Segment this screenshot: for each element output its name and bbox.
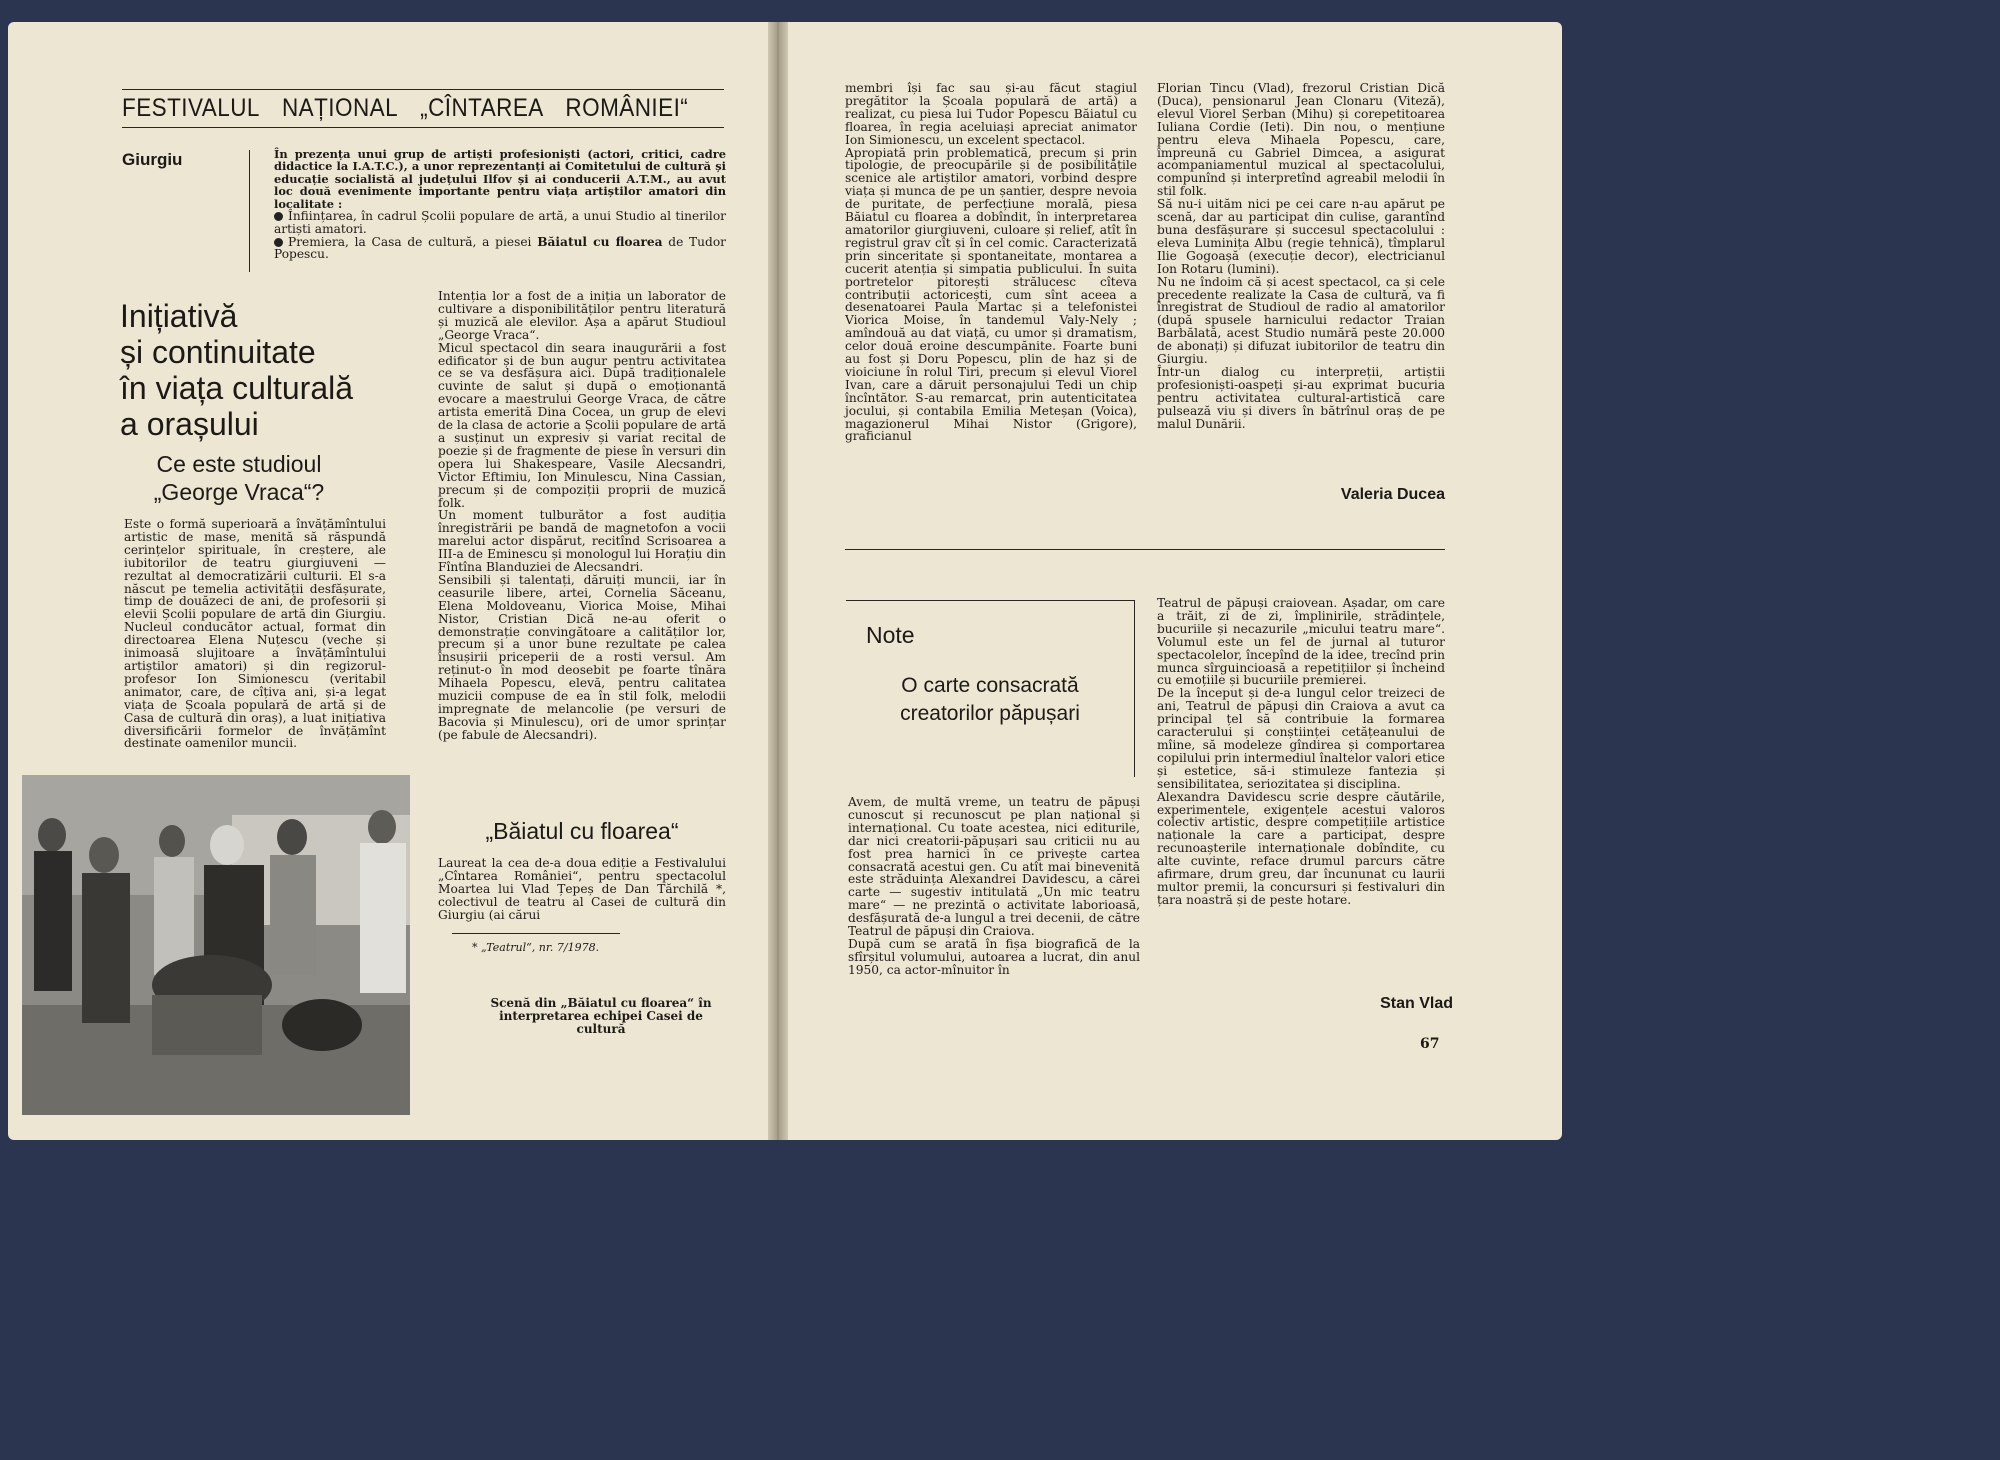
section-location: Giurgiu (122, 150, 183, 169)
intro-bullet-2-title: Băiatul cu floarea (537, 234, 663, 249)
note-column-1: Avem, de multă vreme, un teatru de păpuși cunoscut și recunoscut pe plan național și internațional. Cu toate acestea, nici editurile, dar nici creatorii-păpușari sau criticii nu au fost prea harnici în ce privește cartea consacrată acestui gen. Cu atît mai binevenită este străduința Alexandrei Davidescu, a cărei carte — sugestiv intitulată „Un mic teatru mare“ — ne prezintă o activitate laborioasă, desfășurată de-a lungul a trei decenii, de către Teatrul de păpuși din Craiova. După cum se arată în fișa biografică de la sfîrșitul volumului, autoarea a lucrat, din anul 1950, ca actor-mînuitor în (848, 795, 1140, 977)
article-column-left: Este o formă superioară a învățămîntului artistic de mase, menită să răspundă cerințelor spirituale, în creștere, ale iubitorilor de teatru giurgiuveni — rezultat al democratizării culturii. El s-a născut pe temelia activității desfășurate, timp de douăzeci de ani, de profesorii și elevii Școlii populare de artă din Giurgiu. Nucleul conducător actual, format din directoarea Elena Nuțescu (veche și inimoasă slujitoare a învățămîntului artiștilor amatori) și din regizorul-profesor Ion Simionescu (veritabil animator, care, de cîțiva ani, și-a legat viața de Școala populară de artă și de Casa de cultură din oraș), a luat inițiativa diversificării formelor de învățămînt destinate oamenilor muncii. (124, 517, 386, 751)
stage-photo (22, 775, 410, 1115)
article-column-right-1: membri își fac sau și-au făcut stagiul pregătitor la Școala populară de artă) a realizat, cu piesa lui Tudor Popescu Băiatul cu floarea, în regia aceluiași apreciat animator Ion Simionescu, un excelent spectacol. Apropiată prin problematică, precum și prin tipologie, de preocupările și de posibilitățile scenice ale artiștilor amatori, vorbind despre viața și munca de pe un șantier, despre nevoia de puritate, de perfecțiune morală, piesa Băiatul cu floarea a dobîndit, în interpretarea amatorilor giurgiuveni, culoare și relief, atît în registrul grav cît și în cel comic. Caracterizată prin sinceritate și spontaneitate, montarea a cucerit atenția și simpatia publicului. În suita portretelor pitorești strălucesc cîteva contribuții actoricești, cum sînt aceea a desenatoarei Paula Martac și a telefonistei Viorica Moise, în tandemul Valy-Nely ; amîndouă au dat viață, cu umor și dramatism, celor două eroine descumpănite. Foarte buni au fost și Doru Popescu, plin de haz și de vioiciune în rolul Tiri, precum și elevul Viorel Ivan, care a dăruit personajului Tedi un chip încîntător. S-au remarcat, prin autenticitatea jocului, și contabila Emilia Meteșan (Voica), magazionerul Mihai Nistor (Grigore), graficianul (845, 81, 1137, 444)
author-signature: Valeria Ducea (1340, 486, 1445, 503)
bullet-dot (274, 212, 283, 221)
intro-bullet-1-text: Înființarea, în cadrul Școlii populare de artă, a unui Studio al tinerilor artiști amatori. (274, 209, 726, 236)
intro-block (274, 148, 726, 261)
subheadline-play: „Băiatul cu floarea“ (485, 818, 679, 844)
intro-bullet-2 (274, 236, 726, 262)
footnote-rule (452, 933, 620, 934)
binding-gutter (768, 22, 788, 1140)
title-bottom-rule (122, 127, 724, 128)
note-column-2: Teatrul de păpuși craiovean. Așadar, om care a trăit, zi de zi, împlinirile, strădințele, bucuriile și necazurile „micului teatru mare“. Volumul este un fel de jurnal al tuturor spectacolelor, începînd de la idee, trecînd prin munca sîrguincioasă a repetițiilor și încheind cu emoțiile și bucuriile premierei. De la început și de-a lungul celor treizeci de ani, Teatrul de păpuși din Craiova a avut ca principal țel să contribuie la formarea caracterului și conștiinței cetățeanului de mîine, să modeleze gîndirea și comportarea copilului prin intermediul înaltelor valori etice și estetice, să-i stimuleze fantezia și sensibilitatea, seriozitatea și disciplina. Alexandra Davidescu scrie despre căutările, experimentele, exigențele acestui valoros colectiv artistic, despre competițiile artistice naționale la care a participat, despre recunoașterile internaționale dobîndite, cu alte cuvinte, reface drumul parcurs către afirmare, drum greu, dar încununat cu laurii multor premii, la concursuri și festivaluri din țara noastră și de peste hotare. (1157, 596, 1445, 907)
note-author-signature: Stan Vlad (1380, 995, 1453, 1012)
section-divider (845, 549, 1445, 550)
stage-photo-image (22, 775, 410, 1115)
festival-title: FESTIVALUL NAȚIONAL „CÎNTAREA ROMÂNIEI“ (122, 94, 689, 122)
article-column-middle-continued: Laureat la cea de-a doua ediție a Festivalului „Cîntarea României“, pentru spectacolul Moartea lui Vlad Țepeș de Dan Tărchilă *, colectivul de teatru al Casei de cultură din Giurgiu (ai cărui (438, 856, 726, 922)
main-headline: Inițiativă și continuitate în viața culturală a orașului (120, 298, 354, 442)
article-column-right-2: Florian Tincu (Vlad), frezorul Cristian Dică (Duca), pensionarul Jean Clonaru (Viteză), elevul Viorel Șerban (Mihu) și corepetitoarea Iuliana Cordie (Ieti). Din nou, o mențiune pentru eleva Mihaela Popescu, care, împreună cu Gabriel Dimcea, a asigurat acompaniamentul muzical al spectacolului, compunînd și interpretînd agreabil melodii în stil folk. Să nu-i uităm nici pe cei care n-au apărut pe scenă, dar au participat din culise, garantînd buna desfășurare și succesul spectacolului : eleva Luminița Albu (regie tehnică), tîmplarul Ilie Gogoașă (execuție decor), electricianul Ion Rotaru (lumini). Nu ne îndoim că și acest spectacol, ca și cele precedente realizate la Casa de cultură, va fi înregistrat de Studioul de radio al amatorilor (după spusele harnicului redactor Traian Barbălată, acest Studio numără peste 20.000 de abonați) și difuzat iubitorilor de teatru din Giurgiu. Într-un dialog cu interpreții, artiștii profesioniști-oaspeți și-au exprimat bucuria pentru activitatea cultural-artistică care pulsează viu și divers în bătrînul oraș de pe malul Dunării. (1157, 81, 1445, 431)
page-number: 67 (1420, 1036, 1440, 1052)
note-subtitle: O carte consacrată creatorilor păpușari (900, 674, 1080, 725)
subheadline-studio: Ce este studioul „George Vraca“? (153, 451, 325, 505)
intro-bullet-2-suffix: de Tudor Popescu. (274, 234, 726, 262)
title-top-rule (122, 89, 724, 90)
note-title: Note (866, 622, 915, 648)
photo-caption: Scenă din „Băiatul cu floarea“ în interpretarea echipei Casei de cultură (490, 996, 712, 1036)
intro-bullet-1 (274, 210, 726, 236)
intro-vertical-rule (249, 150, 250, 272)
footnote: * „Teatrul“, nr. 7/1978. (472, 941, 600, 954)
bullet-dot (274, 238, 283, 247)
article-column-middle: Intenția lor a fost de a iniția un laborator de cultivare a disponibilităților pentru literatură și muzică ale elevilor. Așa a apărut Studioul „George Vraca“. Micul spectacol din seara inaugurării a fost edificator și de bun augur pentru activitatea ce se va desfășura aici. După tradiționalele cuvinte de salut și după o emoționantă evocare a maestrului George Vraca, de către artista emerită Dina Cocea, un grup de elevi de la clasa de actorie a Școlii populare de artă a susținut un expresiv și variat recital de poezie și de fragmente de piese în versuri din opera lui Shakespeare, Vasile Alecsandri, Victor Eftimiu, Ion Minulescu, Nina Cassian, precum și de compoziții proprii de muzică folk. Un moment tulburător a fost audiția înregistrării pe bandă de magnetofon a vocii marelui actor dispărut, recitînd Scrisoarea a III-a de Eminescu și monologul lui Horațiu din Fîntîna Blanduziei de Alecsandri. Sensibili și talentați, dăruiți muncii, iar în ceasurile libere, artei, Cornelia Săceanu, Elena Moldoveanu, Viorica Moise, Mihai Nistor, Cristian Dică ne-au oferit o demonstrație convingătoare a calităților lor, precum și a unor bune rezultate pe calea însușirii priceperii de a rosti versul. Am reținut-o în mod deosebit pe foarte tînăra Mihaela Popescu, elevă, pentru calitatea muzicii compuse de ea în stil folk, melodii impregnate de melancolie (pe versuri de Bacovia și Minulescu), ori de umor sprințar (pe fabule de Alecsandri). (438, 289, 726, 742)
intro-bullet-2-prefix: Premiera, la Casa de cultură, a piesei (288, 234, 532, 249)
intro-paragraph: În prezența unui grup de artiști profesioniști (actori, critici, cadre didactice la I.A.T.C.), a unor reprezentanți ai Comitetului de cultură și educație socialistă al județului Ilfov și ai conducerii A.T.M., au avut loc două evenimente importante pentru viața artiștilor amatori din localitate : (274, 147, 726, 211)
